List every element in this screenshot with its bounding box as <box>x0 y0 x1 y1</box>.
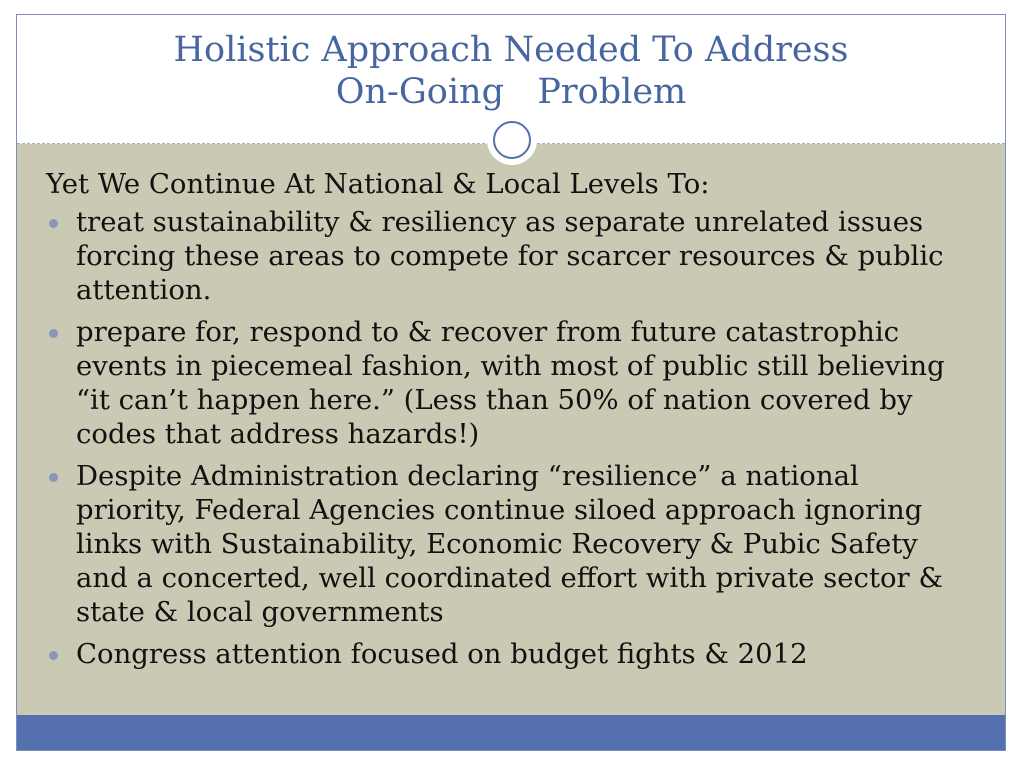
bullet-item <box>17 205 1006 307</box>
bullet-item <box>17 459 1006 629</box>
bullet-text: Despite Administration declaring “resilience” a national priority, Federal Agencies continue siloed approach ignoring links with Sustainability, Economic Recovery & Pubic Safety and a concerted, well coordinated effort with private sector & state & local governments <box>76 460 943 628</box>
bullet-text: prepare for, respond to & recover from future catastrophic events in piecemeal fashion, with most of public still believing “it can’t happen here.” (Less than 50% of nation covered by codes that address hazards!) <box>76 316 945 450</box>
bullet-text: Congress attention focused on budget fights & 2012 <box>76 638 808 670</box>
bullet-list <box>17 205 1006 679</box>
bullet-dot-icon <box>49 329 58 338</box>
bullet-item <box>17 637 1006 671</box>
footer-bar <box>17 715 1005 750</box>
bullet-dot-icon <box>49 219 58 228</box>
circle-ornament-icon <box>487 115 537 165</box>
bullet-text: treat sustainability & resiliency as separate unrelated issues forcing these areas to compete for scarcer resources & public attention. <box>76 206 944 306</box>
bullet-item <box>17 315 1006 451</box>
slide-title <box>17 29 1005 113</box>
circle-ring-icon <box>493 121 531 159</box>
bullet-dot-icon <box>49 651 58 660</box>
title-line-2: On-Going Problem <box>335 72 687 112</box>
title-line-1: Holistic Approach Needed To Address <box>173 30 849 70</box>
bullet-dot-icon <box>49 473 58 482</box>
intro-text: Yet We Continue At National & Local Levels To: <box>46 168 710 200</box>
slide <box>16 14 1006 751</box>
